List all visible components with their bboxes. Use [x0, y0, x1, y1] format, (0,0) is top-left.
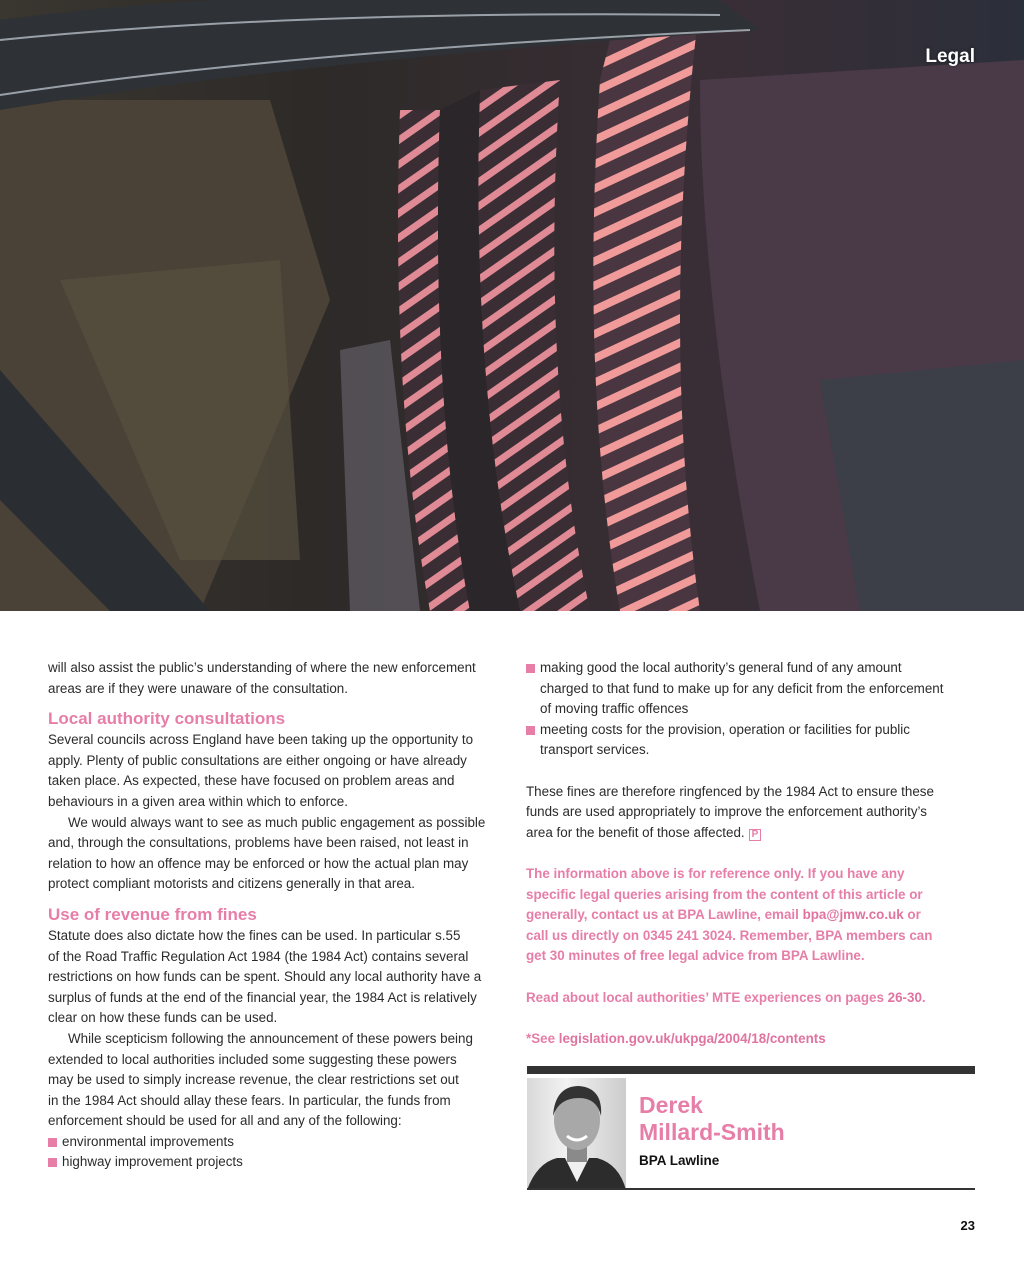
aerial-road-photo — [0, 0, 1024, 611]
read-more-line — [526, 988, 976, 1009]
text-line: will also assist the public’s understanding of where the new enforcement — [48, 660, 476, 675]
bullet-item: environmental improvements — [48, 1132, 498, 1153]
legal-disclaimer — [526, 864, 976, 1049]
bullet-item: meeting costs for the provision, operation or facilities for public — [526, 720, 976, 741]
email-link[interactable]: bpa@jmw.co.uk — [802, 907, 904, 923]
pages-reference: 26-30 — [887, 989, 922, 1005]
text-line: in the 1984 Act should allay these fears. In particular, the funds from — [48, 1092, 451, 1108]
legislation-link[interactable]: legislation.gov.uk/ukpga/2004/18/contents — [558, 1030, 826, 1046]
author-avatar — [527, 1078, 626, 1190]
text-line: and, through the consultations, problems have been raised, not least in — [48, 835, 469, 851]
text-line: may be used to simply increase revenue, the clear restrictions set out — [48, 1072, 459, 1088]
note-line: specific legal queries arising from the content of this article or — [526, 886, 923, 902]
author-name — [639, 1092, 785, 1146]
text-line: Several councils across England have been taking up the opportunity to — [48, 732, 474, 748]
note-text: Read about local authorities’ MTE experiences on pages — [526, 989, 888, 1005]
text-line: protect compliant motorists and citizens generally in that area. — [48, 876, 415, 892]
text-line: charged to that fund to make up for any deficit from the enforcement — [540, 680, 944, 696]
divider — [527, 1188, 975, 1190]
bullet-item: highway improvement projects — [48, 1152, 498, 1173]
note-text: or — [903, 907, 921, 923]
page-number: 23 — [960, 1218, 975, 1233]
text-line: taken place. As expected, these have focused on problem areas and — [48, 773, 455, 789]
parking-end-mark-icon: P — [749, 829, 762, 841]
text-line: relation to how an offence may be enforced or how the actual plan may — [48, 855, 469, 871]
author-last-name: Millard-Smith — [639, 1119, 785, 1145]
note-line — [526, 905, 976, 926]
author-first-name: Derek — [639, 1092, 703, 1118]
text-line: funds are used appropriately to improve the enforcement authority’s — [526, 804, 927, 820]
section-heading: Local authority consultations — [48, 709, 286, 729]
text-line: areas are if they were unaware of the consultation. — [48, 680, 348, 696]
author-organisation: BPA Lawline — [639, 1153, 720, 1168]
text-line: behaviours in a given area within which to enforce. — [48, 793, 348, 809]
text-line: enforcement should be used for all and any of the following: — [48, 1113, 402, 1129]
text-line: Statute does also dictate how the fines can be used. In particular s.55 — [48, 927, 461, 943]
text-line: of the Road Traffic Regulation Act 1984 (the 1984 Act) contains several — [48, 948, 469, 964]
text-line: We would always want to see as much public engagement as possible — [68, 814, 486, 830]
text-line: extended to local authorities included some suggesting these powers — [48, 1051, 457, 1067]
text-line: While scepticism following the announcement of these powers being — [68, 1030, 473, 1046]
text-line: surplus of funds at the end of the financial year, the 1984 Act is relatively — [48, 989, 477, 1005]
text-line: area for the benefit of those affected. P — [526, 823, 976, 844]
text-line: clear on how these funds can be used. — [48, 1010, 278, 1026]
note-text: generally, contact us at BPA Lawline, email — [526, 907, 803, 923]
right-column — [526, 658, 976, 1049]
left-column — [48, 658, 498, 1173]
text-line: apply. Plenty of public consultations are either ongoing or have already — [48, 752, 467, 768]
section-label: Legal — [925, 46, 975, 67]
note-text: *See — [526, 1030, 559, 1046]
divider — [527, 1066, 975, 1074]
text-line: transport services. — [540, 742, 650, 758]
note-text: . — [921, 989, 926, 1005]
text-line: These fines are therefore ringfenced by the 1984 Act to ensure these — [526, 783, 934, 799]
note-line: get 30 minutes of free legal advice from BPA Lawline. — [526, 948, 865, 964]
section-heading: Use of revenue from fines — [48, 904, 257, 924]
author-box — [527, 1066, 975, 1190]
text-line: of moving traffic offences — [540, 701, 689, 717]
bullet-item: making good the local authority’s general fund of any amount — [526, 658, 976, 679]
spacer — [526, 761, 976, 782]
note-line: The information above is for reference only. If you have any — [526, 865, 905, 881]
note-line: call us directly on 0345 241 3024. Remember, BPA members can — [526, 927, 933, 943]
text-line: restrictions on how funds can be spent. Should any local authority have a — [48, 969, 482, 985]
right-column-body — [526, 658, 976, 843]
see-line — [526, 1029, 976, 1050]
